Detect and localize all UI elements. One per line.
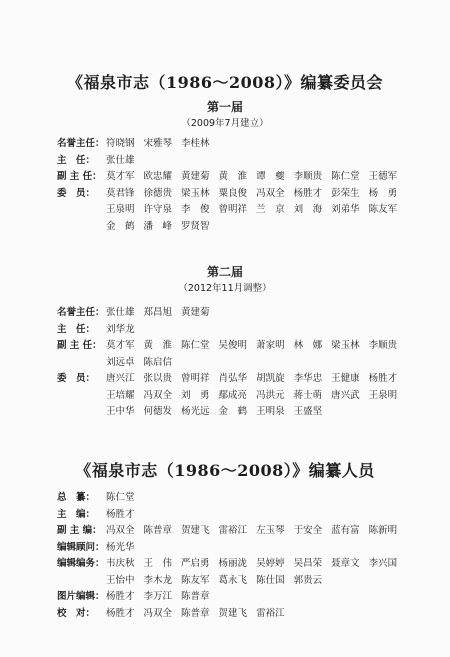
person-name: 彭荣生 xyxy=(331,187,360,199)
role-label: 副 主 任： xyxy=(57,340,102,351)
person-name: 刘 勇 xyxy=(181,389,210,401)
name-list xyxy=(106,355,440,371)
roster-row xyxy=(0,338,450,355)
staff-roster xyxy=(0,490,450,622)
roster-row xyxy=(0,573,450,590)
person-name: 唐兴武 xyxy=(331,389,360,401)
person-name: 李 俊 xyxy=(181,204,210,215)
person-name: 曾明祥 xyxy=(218,204,248,215)
person-name: 吴昌荣 xyxy=(293,558,323,569)
person-name: 吴婷婷 xyxy=(256,558,285,569)
person-name: 梁玉林 xyxy=(181,187,210,199)
roster-row xyxy=(0,355,450,372)
roster-row xyxy=(0,169,450,186)
name-list xyxy=(106,169,440,185)
roster-row xyxy=(0,153,450,170)
name-list xyxy=(106,136,440,152)
term-2-roster xyxy=(0,305,450,421)
roster-row xyxy=(0,219,450,236)
person-name: 陈普章 xyxy=(181,607,210,619)
person-name: 蒋士萌 xyxy=(293,389,323,401)
person-name: 许守泉 xyxy=(143,204,173,215)
person-name: 王 伟 xyxy=(143,558,173,569)
person-name: 杨胜才 xyxy=(106,508,135,520)
name-list xyxy=(106,305,440,321)
person-name: 王健康 xyxy=(331,373,360,384)
person-name: 唐兴江 xyxy=(106,373,135,384)
person-name: 杨胜才 xyxy=(106,607,135,619)
name-list xyxy=(106,322,440,338)
person-name: 谭 夔 xyxy=(256,171,285,182)
person-name: 刘 海 xyxy=(293,204,323,215)
person-name: 韦庆秋 xyxy=(106,558,135,569)
person-name: 冯双全 xyxy=(143,607,173,619)
person-name: 林 娜 xyxy=(293,340,323,351)
roster-row xyxy=(0,540,450,557)
person-name: 杨胜才 xyxy=(293,187,323,199)
person-name: 冯双全 xyxy=(256,187,285,199)
person-name: 郑昌旭 xyxy=(143,307,173,318)
person-name: 李木龙 xyxy=(143,574,173,586)
role-label: 名誉主任： xyxy=(57,307,105,318)
person-name: 刘远卓 xyxy=(106,356,135,368)
person-name: 冯双全 xyxy=(106,525,135,536)
roster-row xyxy=(0,507,450,524)
term-2-heading: 第二届 xyxy=(206,265,243,279)
person-name: 符晓钢 xyxy=(106,138,135,149)
roster-row xyxy=(0,556,450,573)
roster-row xyxy=(0,202,450,219)
person-name: 王泉明 xyxy=(368,389,398,401)
person-name: 杨光远 xyxy=(181,406,210,417)
person-name: 粟良俊 xyxy=(218,187,248,199)
person-name: 王泉明 xyxy=(106,204,135,215)
person-name: 张仕雄 xyxy=(106,154,135,166)
name-list xyxy=(106,371,440,387)
term-1-heading: 第一届 xyxy=(206,100,243,114)
person-name: 肖弘华 xyxy=(218,373,248,384)
role-label: 主 编： xyxy=(57,508,96,520)
person-name: 陈友军 xyxy=(368,204,398,215)
name-list xyxy=(106,490,440,506)
person-name: 聂章文 xyxy=(331,558,360,569)
person-name: 黄建菊 xyxy=(181,171,210,182)
person-name: 陈启信 xyxy=(143,356,173,368)
name-list xyxy=(106,606,440,622)
role-label: 名誉主任： xyxy=(57,138,105,149)
roster-row xyxy=(0,136,450,153)
term-1-date: （2009年7月建立） xyxy=(181,118,269,129)
name-list xyxy=(106,589,440,605)
person-name: 莫才军 xyxy=(106,171,135,182)
person-name: 张仕雄 xyxy=(106,307,135,318)
person-name: 陈普章 xyxy=(181,591,210,602)
person-name: 贺建飞 xyxy=(181,525,210,536)
role-label: 副 主 任： xyxy=(57,171,102,182)
person-name: 李桂林 xyxy=(181,138,210,149)
person-name: 冯洪元 xyxy=(256,389,285,401)
person-name: 李顺贵 xyxy=(368,340,398,351)
person-name: 李兴国 xyxy=(368,558,398,569)
person-name: 杨光华 xyxy=(106,541,135,553)
person-name: 黄 淮 xyxy=(218,171,248,182)
person-name: 雷裕江 xyxy=(218,525,248,536)
person-name: 贺建飞 xyxy=(218,607,248,619)
role-label: 委 员： xyxy=(57,187,96,199)
person-name: 李万江 xyxy=(143,591,173,602)
person-name: 潘 峰 xyxy=(143,220,173,232)
person-name: 胡凯旋 xyxy=(256,373,285,384)
person-name: 梁玉林 xyxy=(331,340,360,351)
name-list xyxy=(106,202,440,218)
person-name: 陈新明 xyxy=(368,525,398,536)
person-name: 郭贵云 xyxy=(293,574,323,586)
person-name: 刘华龙 xyxy=(106,323,135,335)
person-name: 陈仁堂 xyxy=(181,340,210,351)
name-list xyxy=(106,338,440,354)
person-name: 何德发 xyxy=(143,406,173,417)
name-list xyxy=(106,556,440,572)
role-label: 主 任： xyxy=(57,154,96,166)
person-name: 陈仁堂 xyxy=(106,492,135,503)
person-name: 杨胜才 xyxy=(368,373,398,384)
roster-row xyxy=(0,523,450,540)
person-name: 左玉琴 xyxy=(256,525,285,536)
person-name: 王德军 xyxy=(368,171,398,182)
person-name: 王明泉 xyxy=(256,406,285,417)
person-name: 王盛坚 xyxy=(293,406,323,417)
person-name: 陈仁堂 xyxy=(331,171,360,182)
roster-row xyxy=(0,305,450,322)
person-name: 刘弟华 xyxy=(331,204,360,215)
person-name: 兰 京 xyxy=(256,204,285,215)
name-list xyxy=(106,404,440,420)
roster-row xyxy=(0,388,450,405)
role-label: 副 主 编： xyxy=(57,525,102,536)
roster-row xyxy=(0,404,450,421)
role-label: 校 对： xyxy=(57,607,96,619)
person-name: 王中华 xyxy=(106,406,135,417)
role-label: 图片编辑： xyxy=(57,591,105,602)
person-name: 严启勇 xyxy=(181,558,210,569)
term-1-roster xyxy=(0,136,450,235)
person-name: 萧家明 xyxy=(256,340,285,351)
person-name: 罗贤智 xyxy=(181,220,210,232)
person-name: 莫才军 xyxy=(106,340,135,351)
person-name: 王怡中 xyxy=(106,574,135,586)
name-list xyxy=(106,507,440,523)
role-label: 委 员： xyxy=(57,373,96,384)
person-name: 于安全 xyxy=(293,525,323,536)
name-list xyxy=(106,573,440,589)
person-name: 曾明祥 xyxy=(181,373,210,384)
person-name: 王培耀 xyxy=(106,389,135,401)
person-name: 莫君锋 xyxy=(106,187,135,199)
name-list xyxy=(106,540,440,556)
person-name: 吴俊明 xyxy=(218,340,248,351)
person-name: 徐德贵 xyxy=(143,187,173,199)
person-name: 鄢成亮 xyxy=(218,389,248,401)
name-list xyxy=(106,153,440,169)
roster-row xyxy=(0,186,450,203)
person-name: 杨胜才 xyxy=(106,591,135,602)
roster-row xyxy=(0,322,450,339)
person-name: 陈普章 xyxy=(143,525,173,536)
role-label: 编辑顾问： xyxy=(57,541,105,553)
name-list xyxy=(106,219,440,235)
role-label: 主 任： xyxy=(57,323,96,335)
roster-row xyxy=(0,589,450,606)
person-name: 冯双全 xyxy=(143,389,173,401)
role-label: 总 纂： xyxy=(57,492,96,503)
name-list xyxy=(106,186,440,202)
person-name: 黄 淮 xyxy=(143,340,173,351)
person-name: 蓝有富 xyxy=(331,525,360,536)
person-name: 雷裕江 xyxy=(256,607,285,619)
person-name: 金 鹤 xyxy=(106,220,135,232)
term-2-date: （2012年11月调整） xyxy=(178,283,272,294)
person-name: 杨 勇 xyxy=(368,187,398,199)
person-name: 李顺贵 xyxy=(293,171,323,182)
person-name: 陈友军 xyxy=(181,574,210,586)
roster-row xyxy=(0,371,450,388)
person-name: 宋雅琴 xyxy=(143,138,173,149)
role-label: 编辑编务： xyxy=(57,558,105,569)
person-name: 金 鹤 xyxy=(218,406,248,417)
person-name: 李华忠 xyxy=(293,373,323,384)
person-name: 欧忠耀 xyxy=(143,171,173,182)
person-name: 杨丽泷 xyxy=(218,558,248,569)
person-name: 张以贵 xyxy=(143,373,173,384)
roster-row xyxy=(0,606,450,623)
person-name: 陈仕国 xyxy=(256,574,285,586)
person-name: 黄建菊 xyxy=(181,307,210,318)
name-list xyxy=(106,388,440,404)
person-name: 葛永飞 xyxy=(218,574,248,586)
roster-row xyxy=(0,490,450,507)
name-list xyxy=(106,523,440,539)
staff-title: 《福泉市志（1986～2008）》编纂人员 xyxy=(75,461,375,480)
committee-title: 《福泉市志（1986～2008）》编纂委员会 xyxy=(66,73,384,92)
